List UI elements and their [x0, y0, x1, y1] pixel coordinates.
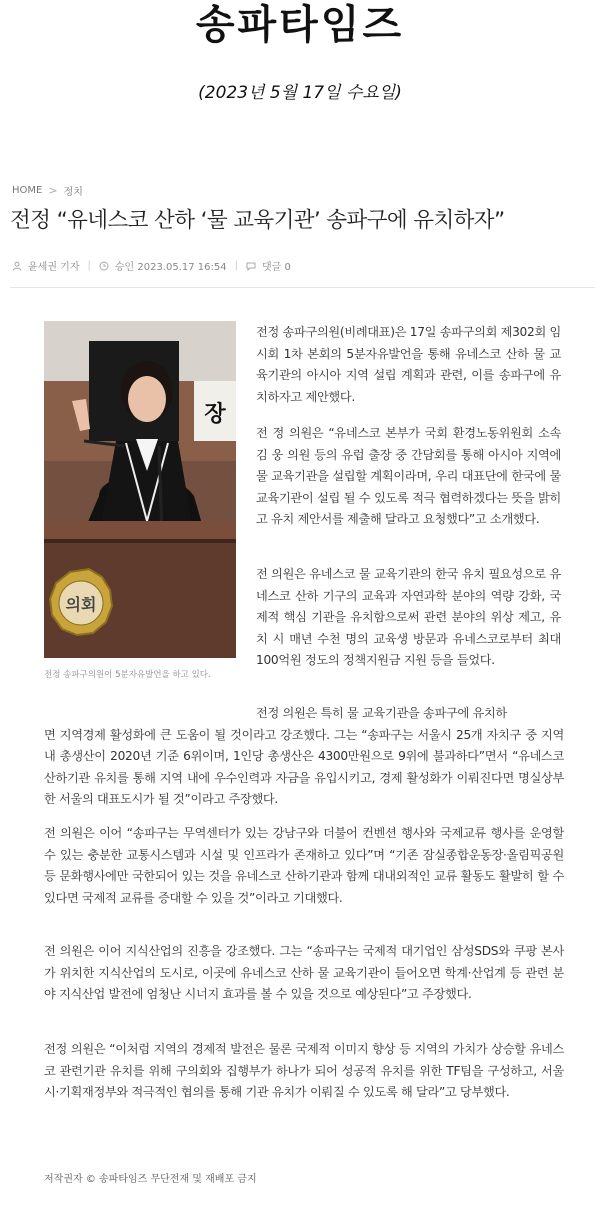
article-paragraph-rest: 면 지역경제 활성화에 큰 도움이 될 것이라고 강조했다. 그는 “송파구는 서울시 25개 자치구 중 지역 내 총생산이 2020년 기준 6위이며, 1인당 총생산은 4300만원으로 9위에 불과하다”면서 “유네스코 산하기관 유치를 통해 지역 내에 우수인력과 자금을 유입시키고, 경제 활성화가 이뤄진다면 명실상부한 서울의 대표도시가 될 것”이라고 주장했다.	[44, 727, 564, 807]
article-paragraph: 전 의원은 유네스코 물 교육기관의 한국 유치 필요성으로 유네스코 산하 기구의 교육과 자연과학 분야의 역량 강화, 국제적 핵심 기관을 유치함으로써 관련 분야의 위상 제고, 유치 시 매년 수천 명의 교육생 방문과 유네스코로부터 최대 100억원 정도의 정책지원금 지원 등을 들었다.	[256, 567, 561, 668]
article-paragraph: 전 정 의원은 “유네스코 본부가 국회 환경노동위원회 소속 김 웅 의원 등의 유럽 출장 중 간담회를 통해 아시아 지역에 물 교육기관을 설립할 계획이라며, 우리 대표단에 한국에 물 교육기관이 설립 될 수 있도록 적극 협력하겠다는 뜻을 밝히고 유치 제안서를 제출해 달라고 요청했다”고 소개했다.	[256, 426, 561, 527]
article-paragraph: 전정 송파구의원(비례대표)은 17일 송파구의회 제302회 임시회 1차 본회의 5분자유발언을 통해 유네스코 산하 물 교육기관의 아시아 지역 설립 계획과 관련, 이를 송파구에 유치하자고 제안했다.	[256, 325, 561, 404]
chevron-right-icon: >	[48, 184, 58, 197]
newspaper-title: 송파타임즈	[195, 2, 405, 48]
breadcrumb-section-link[interactable]: 정치	[63, 187, 83, 198]
breadcrumb	[12, 183, 83, 198]
article-paragraph: 전 의원은 이어 지식산업의 진흥을 강조했다. 그는 “송파구는 국제적 대기업인 삼성SDS와 쿠팡 본사가 위치한 지식산업의 도시로, 이곳에 유네스코 산하 물 교육기관이 들어오면 학계·산업계 등 관련 분야 지식산업 발전에 엄청난 시너지 효과를 볼 수 있을 것으로 예상된다”고 주장했다.	[44, 944, 564, 1002]
sign-glyph: 장	[204, 402, 226, 427]
approved-timestamp: 승인 2023.05.17 16:54	[114, 262, 227, 273]
clock-icon	[99, 261, 109, 271]
article-meta	[12, 258, 291, 273]
article-paragraph	[44, 703, 564, 811]
article-headline: 전정 “유네스코 산하 ‘물 교육기관’ 송파구에 유치하자”	[10, 208, 505, 233]
article-paragraph-lead: 전정 의원은 특히 물 교육기관을 송파구에 유치하	[256, 706, 507, 720]
masthead	[0, 0, 600, 60]
comment-count-link[interactable]: 댓글 0	[262, 262, 291, 273]
article-paragraph: 전정 의원은 “이처럼 지역의 경제적 발전은 물론 국제적 이미지 향상 등 지역의 가치가 상승할 유네스코 관련기관 유치를 위해 구의회와 집행부가 하나가 되어 성공적 유치를 위한 TF팀을 구성하고, 서울시·기획재정부와 적극적인 협의를 통해 기관 유치가 이뤄질 수 있도록 해 달라”고 당부했다.	[44, 1042, 564, 1100]
svg-text:의회: 의회	[65, 595, 97, 614]
photo-illustration	[44, 321, 236, 658]
issue-date: (2023년 5월 17일 수요일)	[198, 83, 402, 103]
meta-divider-line	[10, 287, 595, 288]
comment-icon	[246, 261, 256, 271]
breadcrumb-home-link[interactable]: HOME	[12, 185, 43, 196]
user-icon	[12, 261, 22, 271]
author-link[interactable]: 윤세권 기자	[28, 262, 80, 273]
meta-divider: |	[234, 260, 238, 271]
copyright-notice: 저작권자 © 송파타임즈 무단전재 및 재배포 금지	[44, 1174, 257, 1185]
article-paragraph: 전 의원은 이어 “송파구는 무역센터가 있는 강남구와 더불어 컨벤션 행사와 국제교류 행사를 운영할 수 있는 충분한 교통시스템과 시설 및 인프라가 존재하고 있다”며 “기존 잠실종합운동장·올림픽공원 등 문화행사에만 국한되어 있는 것을 유네스코 산하기관과 함께 대내외적인 교류 활동도 활발히 할 수 있다면 국제적 교류를 증대할 수 있을 것”이라고 기대했다.	[44, 826, 564, 905]
photo-caption: 전정 송파구의원이 5분자유발언을 하고 있다.	[44, 670, 211, 680]
meta-divider: |	[87, 260, 91, 271]
article-photo	[44, 321, 236, 658]
